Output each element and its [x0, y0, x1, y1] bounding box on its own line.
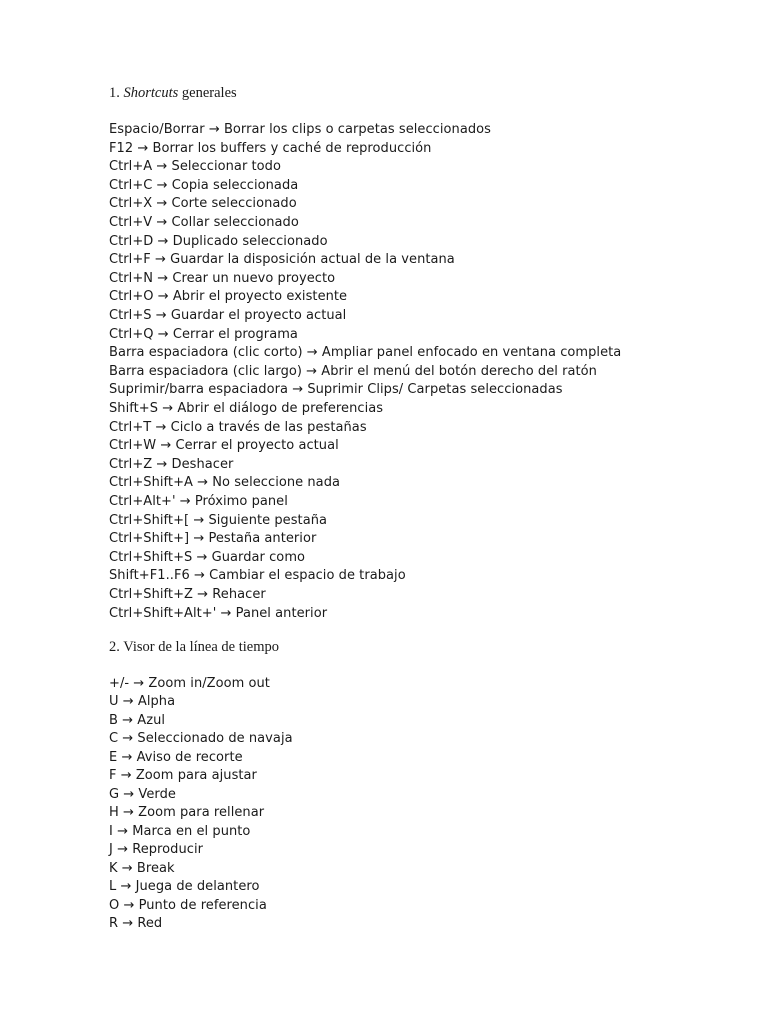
shortcut-line: F12 → Borrar los buffers y caché de reproducción: [109, 140, 432, 156]
shortcut-line: Ctrl+C → Copia seleccionada: [109, 177, 299, 193]
shortcut-line: Ctrl+N → Crear un nuevo proyecto: [109, 270, 336, 286]
shortcut-line: Ctrl+O → Abrir el proyecto existente: [109, 289, 348, 305]
shortcut-line: Ctrl+Shift+S → Guardar como: [109, 549, 306, 565]
shortcut-line: R → Red: [109, 916, 163, 931]
shortcut-line: E → Aviso de recorte: [109, 749, 243, 765]
section-heading-text: Visor de la línea de tiempo: [123, 639, 280, 655]
shortcut-line: Ctrl+Alt+' → Próximo panel: [109, 494, 288, 509]
shortcut-line: Ctrl+Shift+Alt+' → Panel anterior: [109, 605, 328, 621]
section-heading-timeline-viewer: [109, 638, 279, 656]
section-number: 2.: [109, 639, 120, 655]
shortcut-line: F → Zoom para ajustar: [109, 768, 257, 783]
section-number: 1.: [109, 85, 120, 101]
section-heading-text: generales: [181, 85, 237, 101]
shortcut-line: Ctrl+Shift+] → Pestaña anterior: [109, 531, 317, 547]
shortcut-line: I → Marca en el punto: [109, 823, 251, 839]
shortcut-line: Ctrl+T → Ciclo a través de las pestañas: [109, 419, 367, 435]
shortcut-line: Ctrl+Shift+A → No seleccione nada: [109, 475, 341, 491]
shortcut-line: Ctrl+W → Cerrar el proyecto actual: [109, 438, 339, 454]
shortcut-line: K → Break: [109, 860, 175, 876]
shortcut-line: Barra espaciadora (clic largo) → Abrir el menú del botón derecho del ratón: [109, 363, 597, 379]
shortcut-line: J → Reproducir: [109, 842, 203, 857]
shortcut-line: Ctrl+S → Guardar el proyecto actual: [109, 308, 347, 323]
shortcut-line: H → Zoom para rellenar: [109, 805, 265, 820]
shortcut-line: Shift+S → Abrir el diálogo de preferencias: [109, 401, 384, 416]
shortcut-line: U → Alpha: [109, 694, 176, 709]
shortcut-line: Barra espaciadora (clic corto) → Ampliar panel enfocado en ventana completa: [109, 345, 622, 361]
section-heading-emphasis: Shortcuts: [123, 85, 179, 101]
shortcut-line: Ctrl+F → Guardar la disposición actual de la ventana: [109, 252, 455, 268]
shortcut-line: Ctrl+X → Corte seleccionado: [109, 196, 297, 212]
shortcut-line: O → Punto de referencia: [109, 897, 267, 913]
section-heading-general-shortcuts: [109, 84, 237, 102]
shortcut-line: L → Juega de delantero: [109, 879, 260, 894]
shortcut-line: B → Azul: [109, 712, 166, 728]
shortcut-line: Espacio/Borrar → Borrar los clips o carpetas seleccionados: [109, 122, 491, 137]
shortcut-line: Ctrl+Q → Cerrar el programa: [109, 326, 298, 342]
shortcut-line: Ctrl+A → Seleccionar todo: [109, 159, 281, 175]
shortcut-line: Ctrl+V → Collar seleccionado: [109, 215, 299, 230]
shortcut-line: Shift+F1..F6 → Cambiar el espacio de trabajo: [109, 568, 406, 584]
shortcut-line: Ctrl+Z → Deshacer: [109, 456, 234, 472]
shortcut-line: Ctrl+D → Duplicado seleccionado: [109, 233, 328, 249]
shortcut-line: Suprimir/barra espaciadora → Suprimir Clips/ Carpetas seleccionadas: [109, 382, 563, 398]
shortcut-line: C → Seleccionado de navaja: [109, 731, 293, 746]
shortcut-line: Ctrl+Shift+Z → Rehacer: [109, 587, 266, 602]
shortcut-line: +/- → Zoom in/Zoom out: [109, 675, 270, 691]
shortcut-line: Ctrl+Shift+[ → Siguiente pestaña: [109, 512, 328, 528]
shortcut-line: G → Verde: [109, 786, 176, 802]
